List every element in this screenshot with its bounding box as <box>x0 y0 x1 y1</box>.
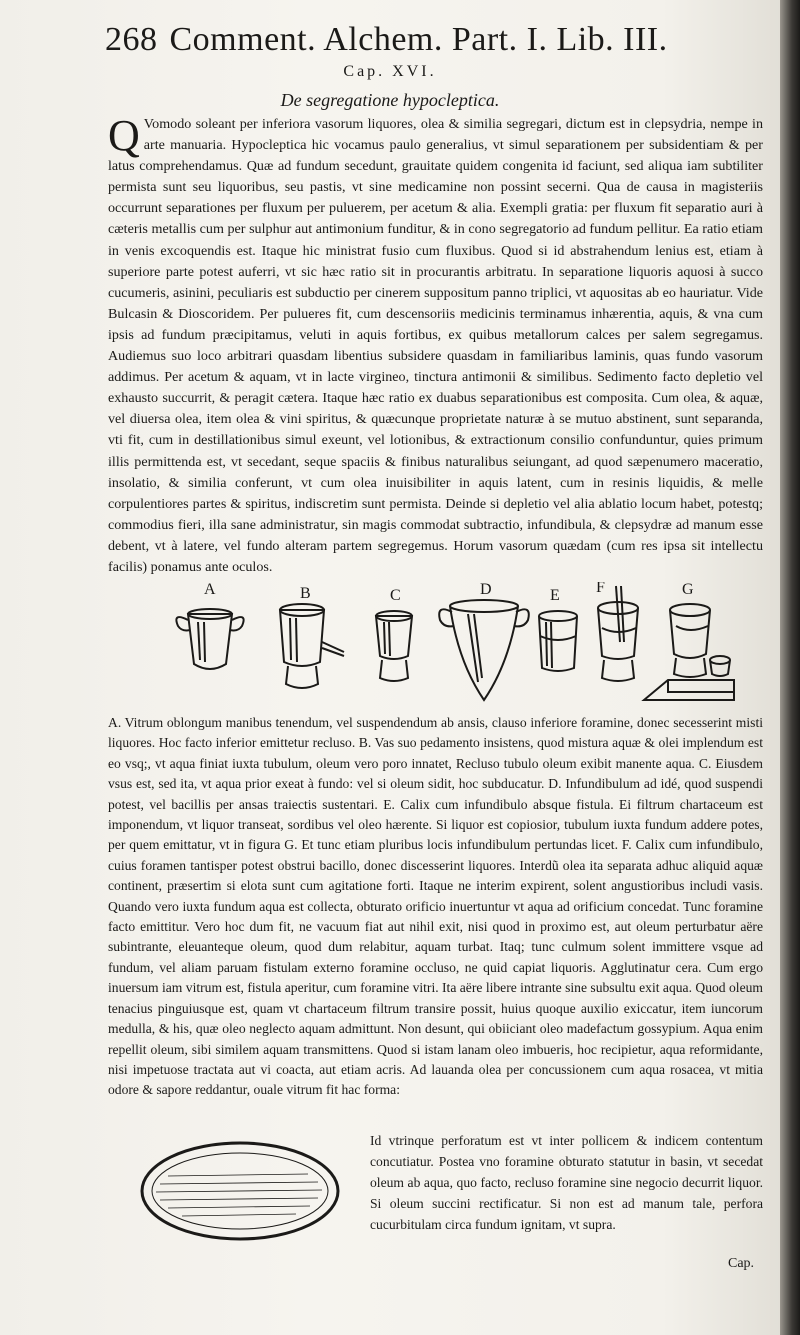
chapter-heading: Cap. XVI. <box>343 63 437 80</box>
oval-vessel-description: Id vtrinque perforatum est vt inter pollicem & indicem contentum concutiatur. Postea vno foramine obturato statutur in basin, vt secedat oleum ab aqua, quo facto, recluso foramine sine negocio decurrit liquor. Si oleum succini rectificatur. Si non est ad manum tale, perfora cucurbitulam circa fundum ignitam, vt supra. <box>370 1133 763 1232</box>
label-e: E <box>550 587 560 604</box>
vessel-e <box>539 611 577 671</box>
vessel-g <box>644 604 734 700</box>
vessel-f <box>598 586 638 681</box>
oval-vessel-figure <box>138 1136 343 1246</box>
label-a: A <box>204 582 216 598</box>
running-header <box>105 18 745 62</box>
paragraph-text: Vomodo soleant per inferiora vasorum liquores, olea & similia segregari, dictum est in clepsydria, nempe in arte manuaria. Hypocleptica hic vocamus paulo generalius, vt simul separationem per subsidentiam & per latus comprehendamus. Quæ ad fundum secedunt, grauitate quidem congenita id faciunt, sed aliqua iam subtiliter permista sunt seu liquoribus, seu pastis, vt sine medicamine non possint secerni. Qua de causa in magisteriis occurrunt separationes per fluxum per puluerem, per acetum & alia. Exempli gratia: per fluxum fit separatio auri à cæteris metallis cum per sulphur aut antimonium funditur, & in cono segregatorio ad fundum pellitur. Ea ratio etiam in venis excoquendis est. Itaque hic ministrat fusio cum fluxibus. Quod si id abstrahendum lenius est, etiam à superiore parte potest auferri, vt sic hæc ratio sit in procurantis arbitratu. In separatione liquoris aquosi à succo cucumeris, asinini, peculiaris est subductio per cinerem suppositum panno triplici, vt aquositas ab eo hauriatur. Vide Bulcasin & Dioscoridem. Per pulueres fit, cum descensoriis medicinis terminamus inhærentia, aquis, & vna cum ipsis ad fundum præcipitamus, veluti in aquis fortibus, ex quibus metallorum calces per salem segregamus. Audiemus suo loco arbitrari quasdam libentius subsidere quasdam in familiaribus laminis, quas fundo vasorum addimus. Per acetum & aquam, vt in lacte virgineo, tinctura antimonii & similibus. Sedimento facto depletio vel exhausto succurrit, & peragit cætera. Itaque hæc ratio ex duabus separationibus est composita. Cum olea, & aquæ, vel diuersa olea, item olea & vini spiritus, & quæcunque proprietate naturæ à se mutuo abstinent, sunt separanda, vti fit, cum in destillationibus simul exeunt, vel lotionibus, & extractionum consilio confunduntur, quies primum illis permittenda est, vt secedant, seque spaciis & finibus naturalibus seiungant, ad quod sæpenumero maceratio, insolatio, & similia conferunt, vt cum olea inuisibiliter in aquis latent, cum in resinis liquidis, & melle corpulentiores partes & spiritus, indiscretim sunt permista. Deinde si depletio vel alia ablatio locum habet, potestq; commodius fieri, illa sane administratur, sin magis commodat subtractio, infundibula, & clepsydræ ad manum esse debent, vt à latere, vel fundo alteram partem segregemus. Horum vasorum quædam (cum res ipsa sit intellectu facilis) ponamus ante oculos. <box>108 116 763 575</box>
label-f: F <box>596 582 605 596</box>
vessel-d <box>439 600 529 700</box>
figure-explanation: A. Vitrum oblongum manibus tenendum, vel suspendendum ab ansis, clauso inferiore foramine, donec secesserint misti liquores. Hoc facto inferior emittetur recluso. B. Vas suo pedamento insistens, quod mistura aquæ & olei implendum est eo vsq;, vt aqua finiat iuxta tubulum, oleum vero poro innatet, Recluso tubulo oleum exibit manente aqua. C. Eiusdem vsus est, sed ita, vt aqua prior exeat à fundo: vel si oleum sidit, hoc subducatur. D. Infundibulum ad idé, quod suspendi potest, vel bacillis per ansas traiectis sustentari. E. Calix cum infundibulo absque fistula. Ei filtrum chartaceum est imponendum, vt liquor transeat, sordibus vel oleo hærente. Si liquor est copiosior, tubulum iuxta fundum addere potes, per quem emittatur, vt in figura G. Et tunc etiam pluribus locis infundibulum pertundas licet. F. Calix cum infundibulo, cuius foramen tantisper potest obstrui bacillo, donec discesserint liquores. Interdũ olea ita separata adhuc aliquid aquæ continent, præsertim si elota sunt cum agitatione forti. Itaque ne interim expirent, solent angustioribus includi vasis. Quando vero iuxta fundum aqua est collecta, obturato orificio inuertuntur vt aqua ad orificium concedat. Tunc foramine facto emittitur. Vero hoc dum fit, ne vacuum fiat aut nihil exit, nisi quod in proximo est, aut oleum perturbatur aëre subintrante, eleuanteque oleum, quod dum relabitur, aquam turbat. Itaq; tunc culmum solent immittere vsque ad fundum, vel aliam paruam fistulam externo foramine occluso, ne quid capiat liquoris. Agglutinatur cera. Cum ergo inuersum iam vitrum est, fistula aperitur, cum foramine vitri. Ita aëre libere intrante sine subsultu exit aqua. Quod oleum tenacius pinguiusque est, quam vt chartaceum filtrum transire possit, huius quoque auxilio exiccatur, item iuncorum medulla, & his, quæ oleo neglecto aquam admittunt. Non desunt, qui obiiciant oleo madefactum gossypium. Aqua enim repellit oleum, sibi similem aquam transmittens. Quod si istam lanam oleo imbueris, hoc recipietur, aqua reformidante, nisi impetuose tractata aut vi coacta, aut etiam acris. Ad lauanda olea per concussionem cum aqua rosacea, vt mitia odore & sapore reddantur, ouale vitrum fit hac forma: <box>108 715 763 1098</box>
oval-vessel-icon <box>138 1136 343 1246</box>
label-b: B <box>300 585 311 602</box>
chapter-subtitle: De segregatione hypocleptica. <box>280 90 500 110</box>
page-number: 268 <box>105 21 158 58</box>
vessel-figure <box>168 582 738 710</box>
catchword: Cap. <box>728 1256 755 1271</box>
label-c: C <box>390 587 401 604</box>
drop-cap: Q <box>108 111 140 160</box>
oval-vessel-section <box>108 1130 763 1260</box>
vessel-illustrations <box>168 582 738 710</box>
vessel-b <box>280 604 344 688</box>
label-d: D <box>480 582 492 598</box>
running-title: Comment. Alchem. Part. I. Lib. III. <box>169 21 668 58</box>
book-gutter <box>780 0 800 1335</box>
main-paragraph <box>108 111 763 578</box>
vessel-a <box>176 609 243 669</box>
label-g: G <box>682 582 694 598</box>
vessel-c <box>376 611 412 681</box>
